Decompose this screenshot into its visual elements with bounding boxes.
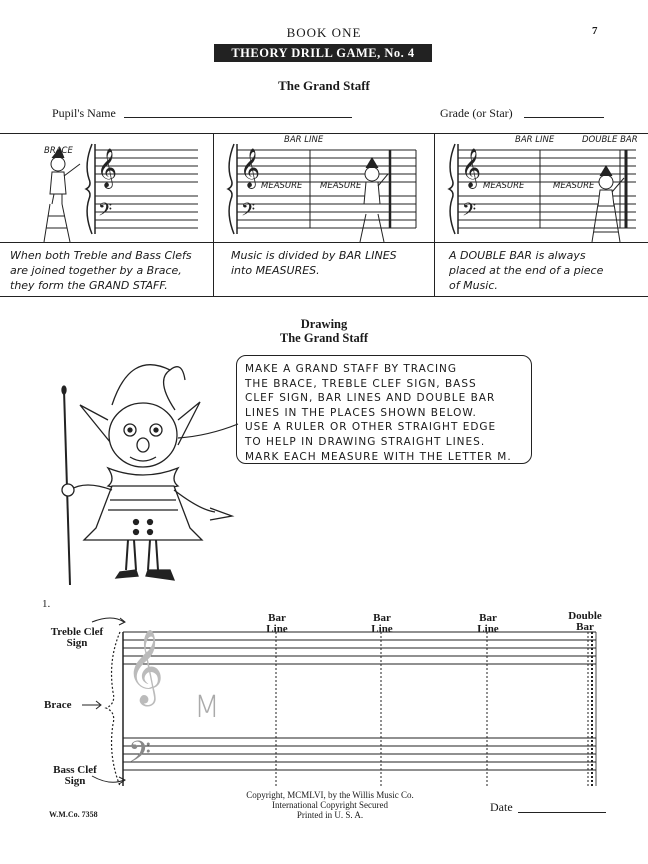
game-title-banner: THEORY DRILL GAME, No. 4 <box>214 44 432 62</box>
bar-line-heading: Bar Line <box>371 612 393 635</box>
measure-label: MEASURE <box>261 181 303 191</box>
date-field[interactable] <box>518 812 606 813</box>
date-label: Date <box>490 800 513 814</box>
bass-clef-icon: 𝄢 <box>98 200 113 225</box>
grand-staff-exercise <box>0 600 648 800</box>
brace-side-label: Brace <box>44 699 72 711</box>
grade-label: Grade (or Star) <box>440 106 513 120</box>
measure-label: MEASURE <box>553 181 595 191</box>
bar-line-label: BAR LINE <box>284 135 324 145</box>
pupil-name-label: Pupil's Name <box>52 106 116 120</box>
elf-conductor-icon <box>50 350 250 590</box>
treble-clef-trace-icon: 𝄞 <box>126 630 164 704</box>
bass-clef-icon: 𝄢 <box>241 200 256 225</box>
treble-clef-icon: 𝄞 <box>461 148 482 188</box>
bass-clef-icon: 𝄢 <box>462 200 477 225</box>
copyright-notice: Copyright, MCMLVI, by the Willis Music Co. International Copyright Secured Printed in U. S. A. <box>246 790 414 820</box>
grade-field[interactable] <box>524 117 604 118</box>
double-bar-label: DOUBLE BAR <box>582 135 638 145</box>
drawing-title: Drawing The Grand Staff <box>279 317 369 345</box>
measure-label: MEASURE <box>483 181 525 191</box>
brace-label: BRACE <box>44 146 73 156</box>
bar-line-heading: Bar Line <box>477 612 499 635</box>
bar-line-label: BAR LINE <box>515 135 555 145</box>
bass-clef-sign-label: Bass Clef Sign <box>53 764 97 787</box>
elf-painting-icon <box>360 158 388 242</box>
bar-line-heading: Bar Line <box>266 612 288 635</box>
panel-1-staff <box>44 144 198 242</box>
treble-clef-sign-label: Treble Clef Sign <box>50 626 104 649</box>
elf-ladder-icon <box>44 148 80 242</box>
bass-clef-trace-icon: 𝄢 <box>128 736 152 777</box>
illustration-panels <box>0 133 648 297</box>
instruction-bubble: MAKE A GRAND STAFF BY TRACING THE BRACE, TREBLE CLEF SIGN, BASS CLEF SIGN, BAR LINES AND DOUBLE BAR LINES IN THE PLACES SHOWN BELOW. USE A RULER OR OTHER STRAIGHT EDGE TO HELP IN DRAWING STRAIGHT LINES. MARK EACH MEASURE WITH THE LETTER M. <box>236 355 532 464</box>
caption-rule <box>0 242 648 243</box>
measure-mark: M <box>194 690 220 725</box>
panel-1-caption: When both Treble and Bass Clefs are joined together by a Brace, they form the GRAND STAFF. <box>10 249 192 292</box>
double-bar-heading: Double Bar <box>568 610 602 633</box>
section-title: The Grand Staff <box>278 78 370 93</box>
speech-pointer <box>178 420 240 440</box>
exercise-number: 1. <box>42 598 51 610</box>
panel-2-caption: Music is divided by BAR LINES into MEASURES. <box>231 249 397 277</box>
panel-2-staff <box>228 144 416 242</box>
pupil-name-field[interactable] <box>124 117 352 118</box>
panel-3-staff <box>449 144 636 242</box>
panel-3-caption: A DOUBLE BAR is always placed at the end of a piece of Music. <box>449 249 604 292</box>
treble-clef-icon: 𝄞 <box>240 148 261 188</box>
catalog-code: W.M.Co. 7358 <box>49 810 98 819</box>
page-number: 7 <box>592 25 598 37</box>
treble-clef-icon: 𝄞 <box>97 148 118 188</box>
measure-label: MEASURE <box>320 181 362 191</box>
book-title: BOOK ONE <box>286 25 362 40</box>
